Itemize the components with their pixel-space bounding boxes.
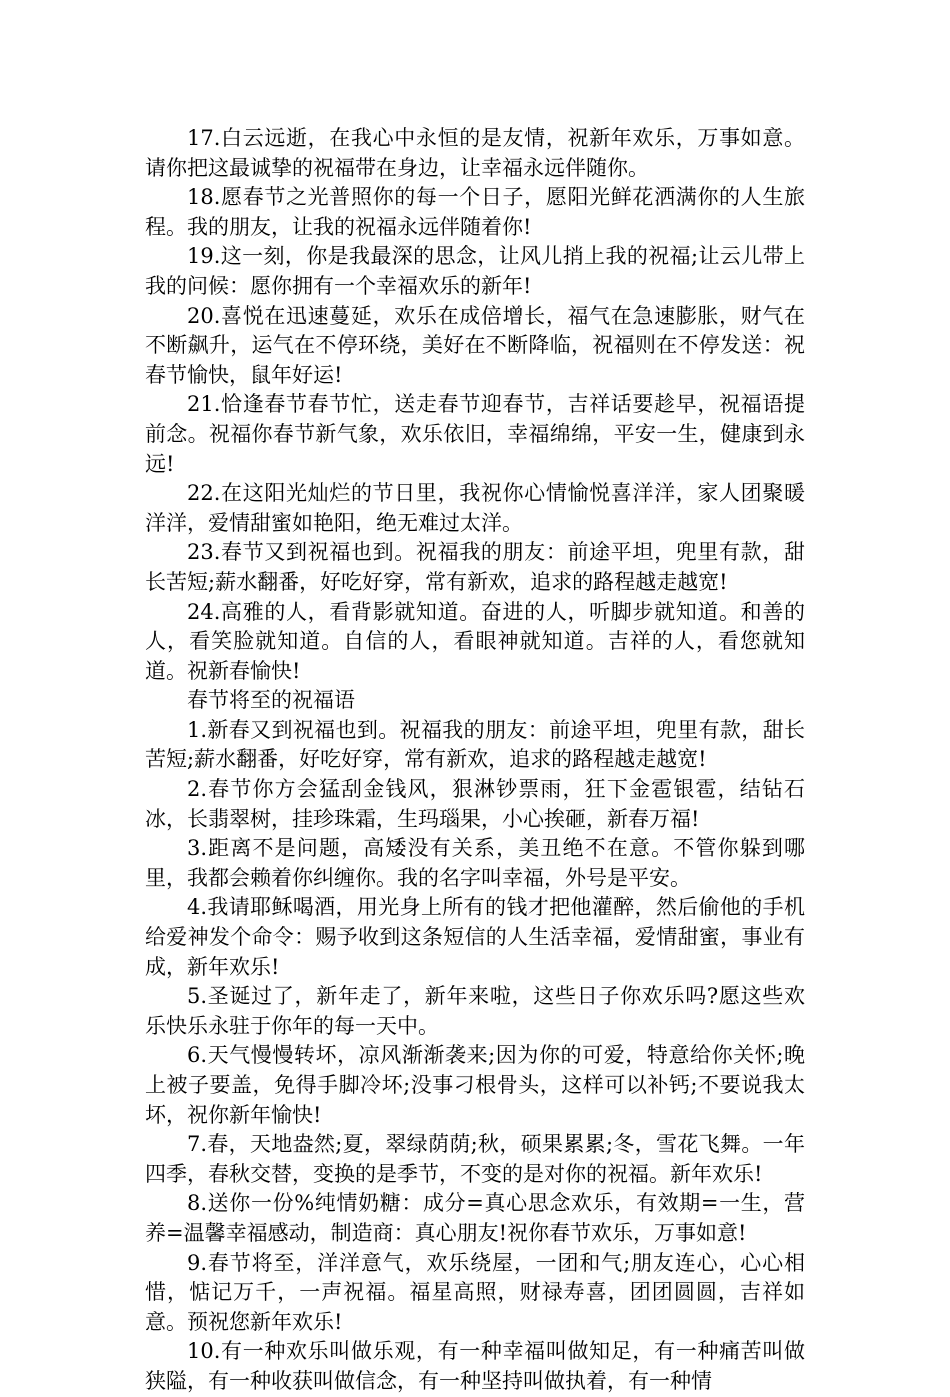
paragraph-4: 4.我请耶稣喝酒，用光身上所有的钱才把他灌醉，然后偷他的手机给爱神发个命令：赐予收到这条短信的人生活幸福，爱情甜蜜，事业有成，新年欢乐! bbox=[145, 895, 805, 979]
paragraph-17: 17.白云远逝，在我心中永恒的是友情，祝新年欢乐，万事如意。请你把这最诚挚的祝福带在身边，让幸福永远伴随你。 bbox=[145, 126, 805, 180]
paragraph-7: 7.春，天地盎然;夏，翠绿荫荫;秋，硕果累累;冬，雪花飞舞。一年四季，春秋交替，变换的是季节，不变的是对你的祝福。新年欢乐! bbox=[145, 1132, 805, 1186]
paragraph-1: 1.新春又到祝福也到。祝福我的朋友：前途平坦，兜里有款，甜长苦短;薪水翻番，好吃好穿，常有新欢，追求的路程越走越宽! bbox=[145, 717, 805, 772]
paragraph-24: 24.高雅的人，看背影就知道。奋进的人，听脚步就知道。和善的人，看笑脸就知道。自信的人，看眼神就知道。吉祥的人，看您就知道。祝新春愉快! bbox=[145, 599, 805, 683]
paragraph-21: 21.恰逢春节春节忙，送走春节迎春节，吉祥话要趁早，祝福语提前念。祝福你春节新气象，欢乐依旧，幸福绵绵，平安一生，健康到永远! bbox=[145, 392, 805, 476]
paragraph-9: 9.春节将至，洋洋意气，欢乐绕屋，一团和气;朋友连心，心心相惜，惦记万千，一声祝福。福星高照，财禄寿喜，团团圆圆，吉祥如意。预祝您新年欢乐! bbox=[145, 1250, 805, 1334]
paragraph-6: 6.天气慢慢转坏，凉风渐渐袭来;因为你的可爱，特意给你关怀;晚上被子要盖，免得手脚冷坏;没事刁根骨头，这样可以补钙;不要说我太坏，祝你新年愉快! bbox=[145, 1043, 805, 1127]
paragraph-19: 19.这一刻，你是我最深的思念，让风儿捎上我的祝福;让云儿带上我的问候：愿你拥有一个幸福欢乐的新年! bbox=[145, 244, 805, 298]
document-body bbox=[145, 124, 805, 1397]
paragraph-2: 2.春节你方会猛刮金钱风，狠淋钞票雨，狂下金雹银雹，结钻石冰，长翡翠树，挂珍珠霜，生玛瑙果，小心挨砸，新春万福! bbox=[145, 777, 805, 831]
paragraph-18: 18.愿春节之光普照你的每一个日子，愿阳光鲜花洒满你的人生旅程。我的朋友，让我的祝福永远伴随着你! bbox=[145, 185, 805, 239]
paragraph-23: 23.春节又到祝福也到。祝福我的朋友：前途平坦，兜里有款，甜长苦短;薪水翻番，好吃好穿，常有新欢，追求的路程越走越宽! bbox=[145, 540, 805, 594]
paragraph-22: 22.在这阳光灿烂的节日里，我祝你心情愉悦喜洋洋，家人团聚暖洋洋，爱情甜蜜如艳阳，绝无难过太洋。 bbox=[145, 481, 805, 535]
section-heading: 春节将至的祝福语 bbox=[187, 688, 355, 713]
paragraph-20: 20.喜悦在迅速蔓延，欢乐在成倍增长，福气在急速膨胀，财气在不断飙升，运气在不停环绕，美好在不断降临，祝福则在不停发送：祝春节愉快，鼠年好运! bbox=[145, 303, 805, 387]
paragraph-5: 5.圣诞过了，新年走了，新年来啦，这些日子你欢乐吗?愿这些欢乐快乐永驻于你年的每一天中。 bbox=[145, 984, 805, 1038]
paragraph-10: 10.有一种欢乐叫做乐观，有一种幸福叫做知足，有一种痛苦叫做狭隘，有一种收获叫做信念，有一种坚持叫做执着，有一种情 bbox=[145, 1339, 805, 1393]
paragraph-3: 3.距离不是问题，高矮没有关系，美丑绝不在意。不管你躲到哪里，我都会赖着你纠缠你。我的名字叫幸福，外号是平安。 bbox=[145, 836, 805, 890]
paragraph-8: 8.送你一份%纯情奶糖：成分=真心思念欢乐，有效期=一生，营养=温馨幸福感动，制造商：真心朋友!祝你春节欢乐，万事如意! bbox=[145, 1191, 805, 1245]
